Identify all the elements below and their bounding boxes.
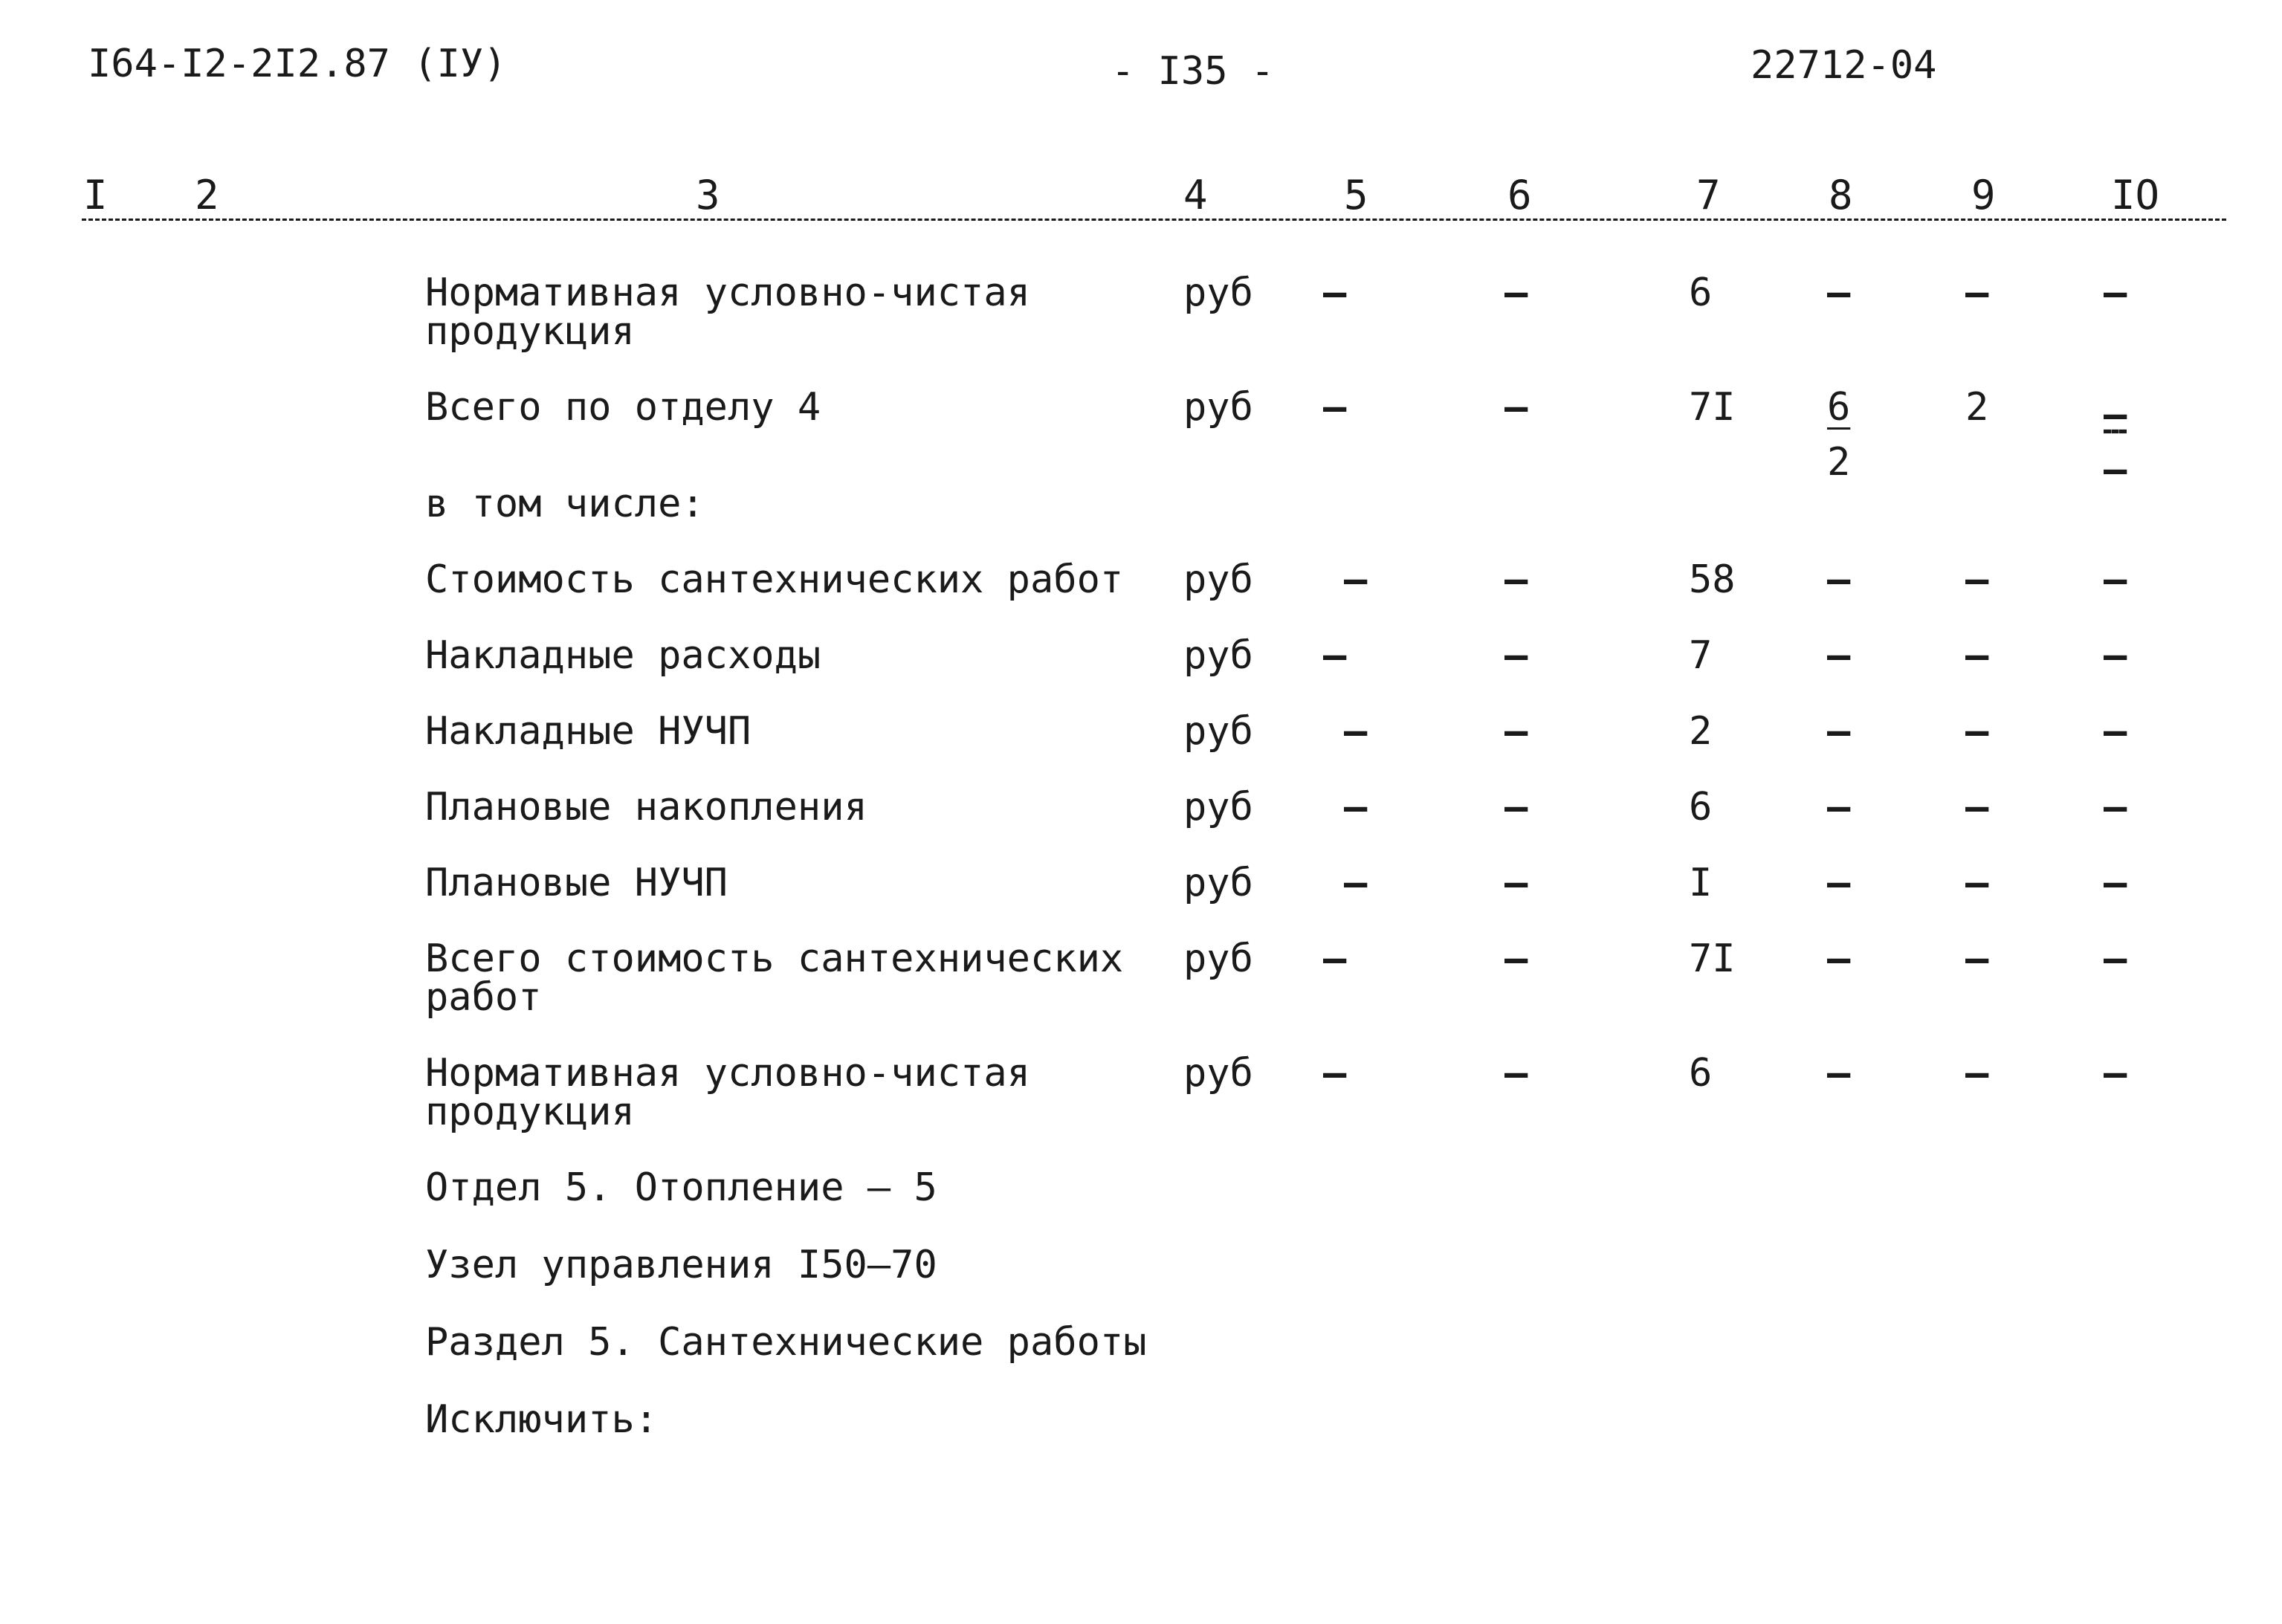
cell-col5: – [1344, 557, 1368, 602]
cell-col6: – [1504, 936, 1528, 981]
column-number: 7 [1696, 172, 1721, 219]
unit-cell: руб [1183, 936, 1253, 981]
row-label: Плановые накопления [425, 785, 867, 829]
cell-col6: – [1504, 709, 1528, 754]
cell-col9: – [1965, 709, 1989, 754]
cell-col9: – [1965, 633, 1989, 678]
cell-col6: – [1504, 557, 1528, 602]
row-label: Всего стоимость сантехнических работ [425, 936, 1124, 1020]
cell-col6: – [1504, 785, 1528, 829]
cell-col7: 7I [1689, 936, 1736, 981]
row-label: Нормативная условно-чистая продукция [425, 271, 1030, 354]
cell-col7: 6 [1689, 271, 1713, 315]
cell-col9: – [1965, 936, 1989, 981]
column-number: 9 [1971, 172, 1996, 219]
cell-col8-denominator: 2 [1827, 440, 1851, 485]
cell-col5: – [1323, 936, 1347, 981]
cell-col9: 2 [1965, 385, 1989, 430]
cell-col10: – [2104, 1051, 2127, 1096]
unit-cell: руб [1183, 785, 1253, 829]
column-number: 4 [1183, 172, 1208, 219]
cell-col10: – [2104, 785, 2127, 829]
cell-col8: – [1827, 633, 1851, 678]
column-number: 3 [696, 172, 720, 219]
cell-col10-numerator: – [2104, 392, 2127, 437]
cell-col5: – [1344, 861, 1368, 905]
cell-col7: 7I [1689, 385, 1736, 430]
column-number: 8 [1829, 172, 1853, 219]
column-number: I [83, 172, 108, 219]
row-label: Нормативная условно-чистая продукция [425, 1051, 1030, 1134]
cell-col9: – [1965, 861, 1989, 905]
cell-col10: – [2104, 936, 2127, 981]
cell-col7: 6 [1689, 1051, 1713, 1096]
cell-col6: – [1504, 861, 1528, 905]
cell-col7: 58 [1689, 557, 1736, 602]
column-number: 2 [195, 172, 219, 219]
row-label: Стоимость сантехнических работ [425, 557, 1124, 602]
cell-col9: – [1965, 785, 1989, 829]
cell-col10: – [2104, 557, 2127, 602]
cell-col7: 7 [1689, 633, 1713, 678]
section-note: в том числе: [425, 482, 705, 526]
cell-col8-numerator: 6 [1827, 385, 1851, 430]
cell-col8: – [1827, 1051, 1851, 1096]
column-number: 6 [1507, 172, 1532, 219]
section-heading: Узел управления I50–70 [425, 1243, 937, 1287]
unit-cell: руб [1183, 557, 1253, 602]
cell-col8: – [1827, 271, 1851, 315]
cell-col5: – [1323, 385, 1347, 430]
cell-col5: – [1344, 785, 1368, 829]
cell-col8: – [1827, 785, 1851, 829]
column-number: 5 [1344, 172, 1368, 219]
unit-cell: руб [1183, 861, 1253, 905]
cell-col6: – [1504, 385, 1528, 430]
cell-col8: – [1827, 709, 1851, 754]
cell-col5: – [1323, 633, 1347, 678]
cell-col10: – [2104, 709, 2127, 754]
cell-col7: 2 [1689, 709, 1713, 754]
unit-cell: руб [1183, 385, 1253, 430]
cell-col7: I [1689, 861, 1713, 905]
cell-col10-denominator: – [2104, 447, 2127, 492]
row-label: Накладные расходы [425, 633, 821, 678]
row-label: Всего по отделу 4 [425, 385, 821, 430]
cell-col8: – [1827, 557, 1851, 602]
cell-col6: – [1504, 633, 1528, 678]
section-heading: Раздел 5. Сантехнические работы [425, 1320, 1147, 1365]
unit-cell: руб [1183, 633, 1253, 678]
cell-col10: – [2104, 271, 2127, 315]
page-number: - I35 - [1111, 49, 1275, 94]
unit-cell: руб [1183, 709, 1253, 754]
section-heading: Исключить: [425, 1397, 659, 1442]
document-code: I64-I2-2I2.87 (IУ) [88, 42, 507, 86]
cell-col9: – [1965, 271, 1989, 315]
cell-col6: – [1504, 1051, 1528, 1096]
cell-col7: 6 [1689, 785, 1713, 829]
cell-col6: – [1504, 271, 1528, 315]
column-number: IO [2111, 172, 2160, 219]
cell-col9: – [1965, 557, 1989, 602]
row-label: Накладные НУЧП [425, 709, 751, 754]
section-heading: Отдел 5. Отопление – 5 [425, 1165, 937, 1210]
cell-col8: – [1827, 861, 1851, 905]
cell-col9: – [1965, 1051, 1989, 1096]
cell-col8: – [1827, 936, 1851, 981]
cell-col5: – [1323, 1051, 1347, 1096]
cell-col5: – [1344, 709, 1368, 754]
cell-col10: – [2104, 861, 2127, 905]
unit-cell: руб [1183, 1051, 1253, 1096]
cell-col5: – [1323, 271, 1347, 315]
unit-cell: руб [1183, 271, 1253, 315]
document-id: 22712-04 [1751, 43, 1937, 88]
row-label: Плановые НУЧП [425, 861, 728, 905]
cell-col10: – [2104, 633, 2127, 678]
header-rule [82, 219, 2226, 221]
